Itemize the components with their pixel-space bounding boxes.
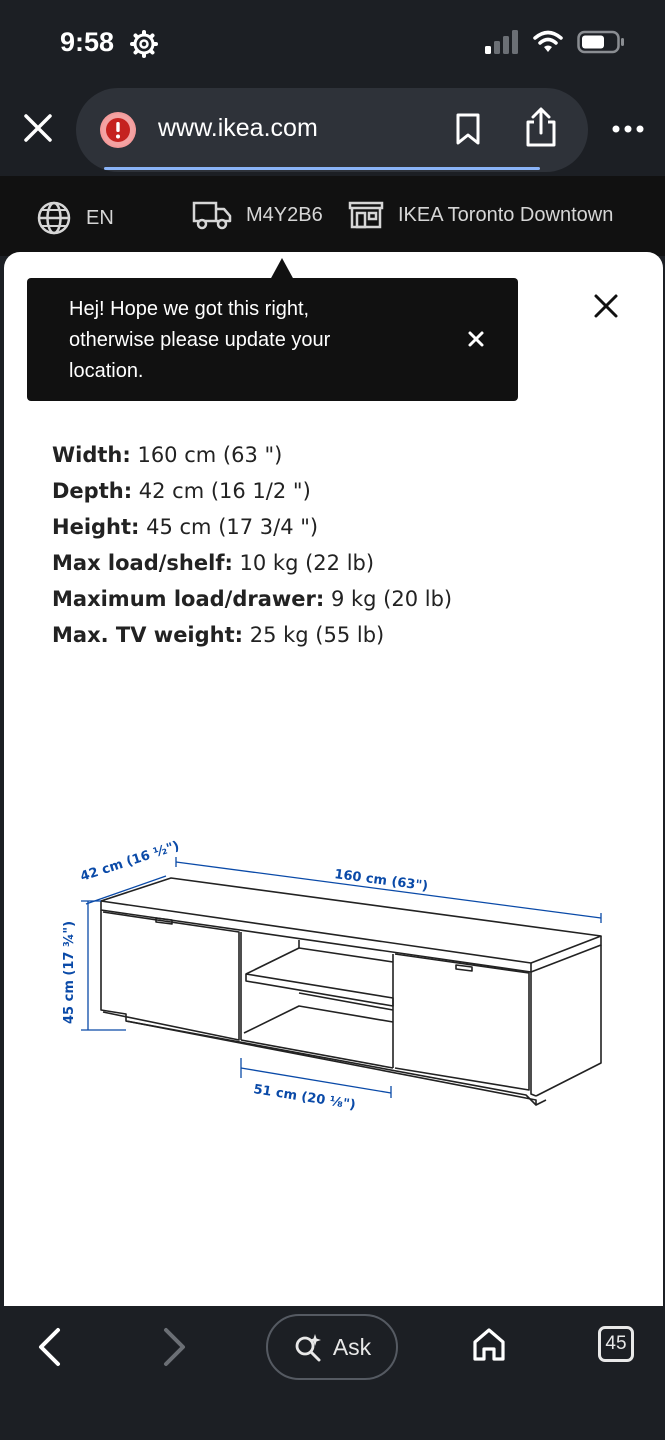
ask-label: Ask	[332, 1333, 372, 1360]
spec-label: Width:	[52, 443, 131, 467]
close-tab-icon[interactable]	[20, 110, 56, 146]
spec-row	[52, 509, 452, 545]
status-time: 9:58	[60, 27, 115, 57]
cellular-signal-icon	[485, 30, 519, 54]
spec-value: 9 kg (20 lb)	[324, 587, 453, 611]
address-bar[interactable]	[76, 88, 588, 172]
site-warning-icon[interactable]	[100, 112, 136, 148]
back-arrow-icon[interactable]	[34, 1326, 64, 1368]
bookmark-icon[interactable]	[454, 112, 482, 146]
spec-row	[52, 437, 452, 473]
wifi-icon	[533, 30, 563, 54]
height-dimension-label: 45 cm (17 ¾")	[62, 920, 77, 1024]
spec-label: Max. TV weight:	[52, 623, 244, 647]
spec-row	[52, 473, 452, 509]
spec-value: 42 cm (16 1/2 ")	[132, 479, 311, 503]
page-load-progress	[104, 167, 540, 170]
browser-toolbar	[0, 88, 665, 176]
status-bar	[0, 0, 665, 88]
postal-code-selector[interactable]	[192, 200, 323, 230]
url-text[interactable]: www.ikea.com	[158, 114, 318, 142]
spec-value: 25 kg (55 lb)	[243, 623, 385, 647]
tooltip-close-icon[interactable]	[467, 330, 485, 348]
spec-label: Max load/shelf:	[52, 551, 233, 575]
spec-row	[52, 545, 452, 581]
ikea-location-bar	[0, 176, 665, 256]
home-icon[interactable]	[470, 1326, 508, 1364]
spec-value: 45 cm (17 3/4 ")	[139, 515, 319, 539]
close-icon[interactable]	[592, 292, 620, 320]
sparkle-search-icon	[293, 1332, 323, 1362]
tooltip-message: Hej! Hope we got this right, otherwise please update your location.	[69, 298, 331, 382]
share-icon[interactable]	[522, 106, 560, 148]
spec-label: Height:	[52, 515, 140, 539]
store-label: IKEA Toronto Downtown	[398, 203, 614, 226]
spec-value: 10 kg (22 lb)	[232, 551, 375, 575]
tooltip-pointer	[270, 258, 294, 280]
spec-row	[52, 581, 452, 617]
location-tooltip	[27, 278, 518, 401]
spec-value: 160 cm (63 ")	[130, 443, 283, 467]
ask-button[interactable]	[266, 1314, 398, 1380]
language-selector[interactable]	[36, 200, 114, 236]
spec-label: Maximum load/drawer:	[52, 587, 325, 611]
store-selector[interactable]	[348, 200, 613, 230]
store-icon	[348, 200, 384, 230]
forward-arrow-icon[interactable]	[160, 1326, 190, 1368]
spec-label: Depth:	[52, 479, 133, 503]
browser-bottom-toolbar	[0, 1306, 665, 1440]
globe-icon	[36, 200, 72, 236]
depth-dimension-label: 42 cm (16 ½")	[78, 838, 182, 885]
tv-bench-dimension-diagram	[56, 818, 616, 1128]
spec-row	[52, 617, 452, 653]
width-dimension-label: 160 cm (63")	[333, 867, 429, 895]
product-specs	[52, 437, 452, 653]
language-label: EN	[86, 206, 114, 229]
compartment-dimension-label: 51 cm (20 ⅛")	[252, 1082, 357, 1114]
postal-code-label: M4Y2B6	[246, 203, 323, 226]
status-icons	[485, 30, 625, 54]
delivery-truck-icon	[192, 200, 232, 230]
battery-icon	[577, 30, 625, 54]
tab-count: 45	[605, 1333, 627, 1354]
more-options-icon[interactable]	[608, 114, 648, 144]
settings-gear-icon	[130, 30, 158, 58]
product-measurements-panel	[4, 252, 663, 1308]
tab-switcher-button[interactable]	[598, 1326, 634, 1362]
